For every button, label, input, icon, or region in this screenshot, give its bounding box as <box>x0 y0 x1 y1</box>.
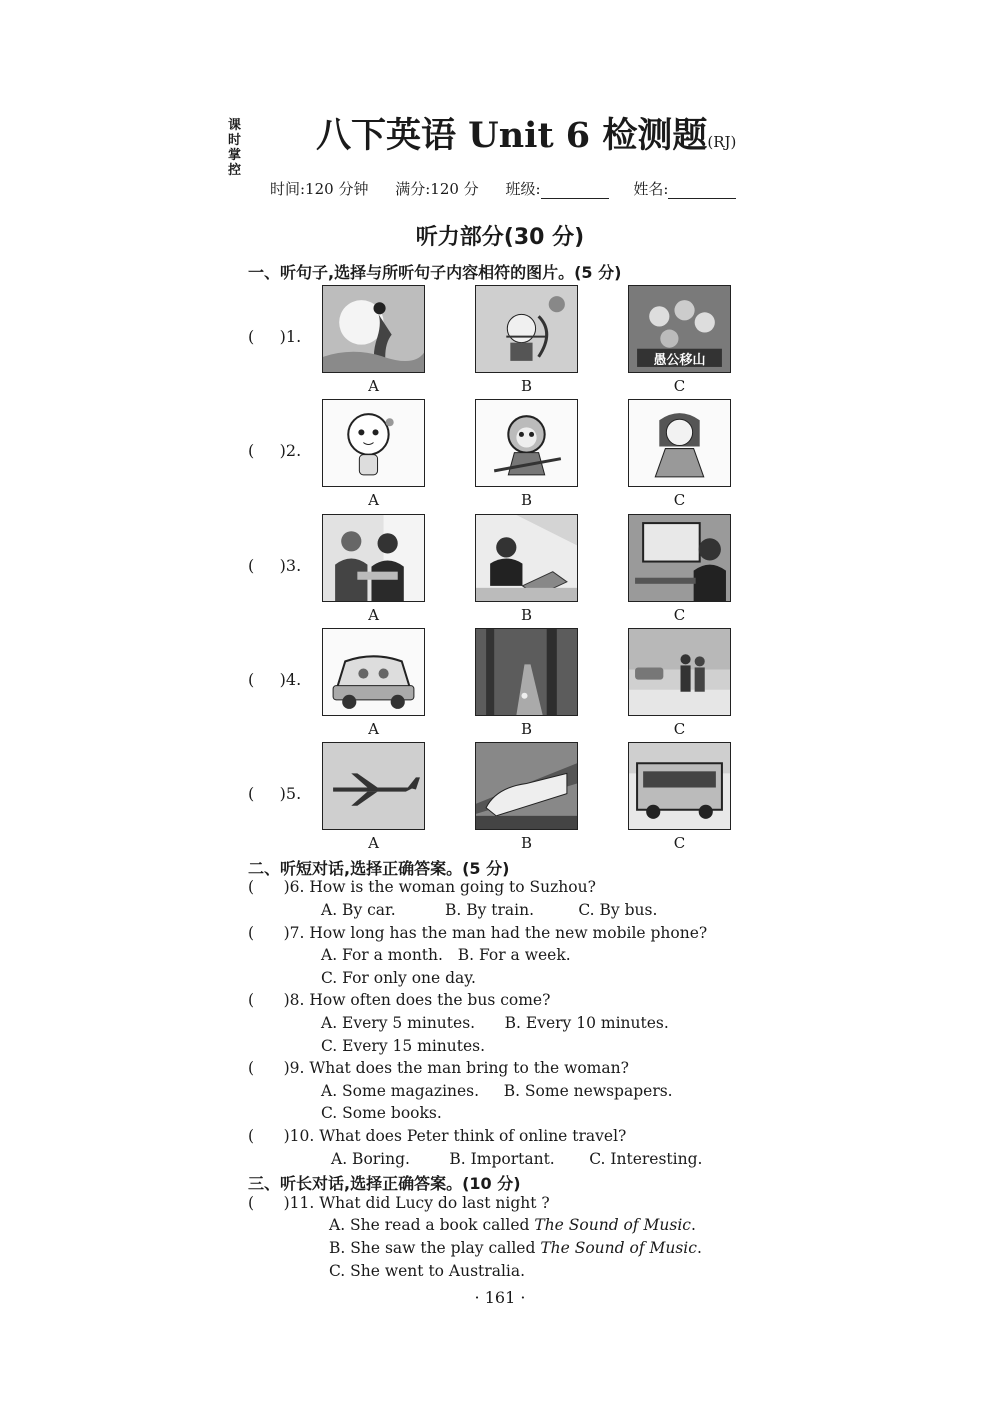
side-label: 课时掌控 <box>228 118 243 178</box>
exam-meta <box>270 178 756 199</box>
q11-option-a-text: A. She read a book called <box>329 1216 535 1234</box>
picture-label: B <box>520 720 533 738</box>
q11-option-c: C. She went to Australia. <box>329 1262 526 1280</box>
picture-label: A <box>368 606 379 624</box>
option-line: A. Boring. B. Important. C. Interesting. <box>331 1150 703 1168</box>
option-line: A. Some magazines. B. Some newspapers. <box>321 1082 673 1100</box>
option-line: C. Some books. <box>321 1104 442 1122</box>
forest-path-icon <box>475 628 578 716</box>
q11-option-b-text: B. She saw the play called <box>329 1239 541 1257</box>
chang-e-moon-icon <box>322 285 425 373</box>
two-men-talking-icon <box>322 514 425 602</box>
page-number: · 161 · <box>474 1288 526 1307</box>
monkey-king-icon <box>475 399 578 487</box>
man-laptop-icon <box>475 514 578 602</box>
q11-option-b-title: The Sound of Music <box>540 1239 697 1257</box>
bus-icon <box>628 742 731 830</box>
question-5-number: ( )5. <box>248 784 302 803</box>
picture-label: C <box>673 377 686 395</box>
picture-label: C <box>673 720 686 738</box>
option-line: A. Every 5 minutes. B. Every 10 minutes. <box>321 1014 669 1032</box>
picture-label: B <box>520 377 533 395</box>
man-computer-icon <box>628 514 731 602</box>
name-blank[interactable] <box>668 198 736 199</box>
q11-option-b-period: . <box>696 1239 702 1257</box>
picture-label: A <box>368 491 379 509</box>
score-info: 满分:120 分 <box>395 180 479 198</box>
q11-option-a-period: . <box>691 1216 696 1234</box>
train-icon <box>475 742 578 830</box>
section1-heading: 一、听句子,选择与所听句子内容相符的图片。(5 分) <box>248 263 622 282</box>
picture-label: C <box>673 491 686 509</box>
title-main: 八下英语 Unit 6 检测题 <box>316 115 708 156</box>
question-1-number: ( )1. <box>248 327 302 346</box>
time-info: 时间:120 分钟 <box>270 180 369 198</box>
class-label: 班级: <box>505 180 541 198</box>
archer-icon <box>475 285 578 373</box>
name-label: 姓名: <box>633 180 669 198</box>
question-line: ( )7. How long has the man had the new mobile phone? <box>248 924 708 942</box>
option-line: A. For a month. B. For a week. <box>321 946 571 964</box>
page-title <box>316 108 736 158</box>
picture-label: A <box>368 834 379 852</box>
q11-option-a-title: The Sound of Music <box>534 1216 691 1234</box>
girl-cartoon-icon <box>628 399 731 487</box>
option-line: C. For only one day. <box>321 969 476 987</box>
airplane-icon <box>322 742 425 830</box>
picture-caption: 愚公移山 <box>653 353 706 368</box>
title-suffix: (RJ) <box>707 133 737 151</box>
picture-label: B <box>520 606 533 624</box>
question-line: ( )10. What does Peter think of online travel? <box>248 1127 627 1145</box>
family-car-icon <box>322 628 425 716</box>
option-line: A. By car. B. By train. C. By bus. <box>321 901 658 919</box>
question-4-number: ( )4. <box>248 670 302 689</box>
option-line: C. Every 15 minutes. <box>321 1037 486 1055</box>
people-walking-icon <box>628 628 731 716</box>
foolish-old-man-icon <box>628 285 731 373</box>
picture-label: A <box>368 377 379 395</box>
q11-option-a <box>329 1216 696 1234</box>
question-line: ( )9. What does the man bring to the woman? <box>248 1059 629 1077</box>
question-3-number: ( )3. <box>248 556 302 575</box>
sheep-cartoon-icon <box>322 399 425 487</box>
picture-label: C <box>673 834 686 852</box>
question-line: ( )8. How often does the bus come? <box>248 991 551 1009</box>
part-title: 听力部分(30 分) <box>415 225 585 250</box>
q11-option-b <box>329 1239 702 1257</box>
picture-label: B <box>520 834 533 852</box>
question-11: ( )11. What did Lucy do last night ? <box>248 1194 550 1212</box>
picture-label: A <box>368 720 379 738</box>
picture-label: B <box>520 491 533 509</box>
question-line: ( )6. How is the woman going to Suzhou? <box>248 878 596 896</box>
section3-heading: 三、听长对话,选择正确答案。(10 分) <box>248 1174 521 1193</box>
class-blank[interactable] <box>541 198 609 199</box>
picture-label: C <box>673 606 686 624</box>
section2-heading: 二、听短对话,选择正确答案。(5 分) <box>248 859 510 878</box>
question-2-number: ( )2. <box>248 441 302 460</box>
